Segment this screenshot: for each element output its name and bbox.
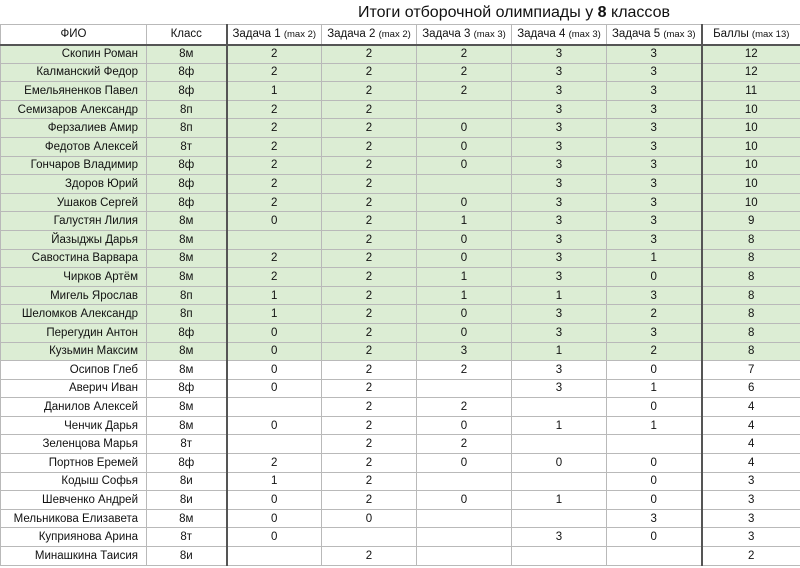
cell-task-4[interactable]: 3 (512, 137, 607, 156)
cell-task-2[interactable]: 2 (322, 305, 417, 324)
cell-class[interactable]: 8ф (147, 323, 227, 342)
cell-total[interactable]: 3 (702, 509, 800, 528)
cell-total[interactable]: 8 (702, 323, 800, 342)
cell-total[interactable]: 7 (702, 361, 800, 380)
cell-task-4[interactable]: 1 (512, 342, 607, 361)
cell-task-2[interactable]: 2 (322, 100, 417, 119)
cell-task-5[interactable]: 3 (607, 137, 702, 156)
cell-task-4[interactable]: 3 (512, 82, 607, 101)
title-grade: 8 (597, 4, 607, 21)
cell-task-2[interactable]: 0 (322, 509, 417, 528)
cell-task-2[interactable]: 2 (322, 454, 417, 473)
cell-class[interactable]: 8м (147, 268, 227, 287)
cell-task-1[interactable]: 1 (227, 82, 322, 101)
table-row (1, 416, 800, 435)
cell-task-3[interactable]: 1 (417, 212, 512, 231)
cell-task-2[interactable]: 2 (322, 175, 417, 194)
cell-task-3[interactable]: 2 (417, 63, 512, 82)
cell-task-1[interactable]: 2 (227, 268, 322, 287)
cell-task-2[interactable]: 2 (322, 398, 417, 417)
table-row (1, 63, 800, 82)
cell-name[interactable]: Мельникова Елизавета (1, 509, 147, 528)
cell-name[interactable]: Ферзалиев Амир (1, 119, 147, 138)
cell-task-3[interactable] (417, 509, 512, 528)
table-row (1, 509, 800, 528)
cell-task-2[interactable]: 2 (322, 230, 417, 249)
cell-class[interactable]: 8п (147, 119, 227, 138)
cell-task-2[interactable]: 2 (322, 249, 417, 268)
cell-task-2[interactable]: 2 (322, 491, 417, 510)
cell-class[interactable]: 8м (147, 249, 227, 268)
table-row (1, 82, 800, 101)
cell-class[interactable]: 8п (147, 100, 227, 119)
cell-task-2[interactable]: 2 (322, 547, 417, 566)
cell-name[interactable]: Куприянова Арина (1, 528, 147, 547)
cell-task-5[interactable]: 1 (607, 416, 702, 435)
cell-task-2[interactable]: 2 (322, 193, 417, 212)
cell-task-3[interactable]: 1 (417, 268, 512, 287)
cell-task-1[interactable]: 1 (227, 286, 322, 305)
cell-task-4[interactable]: 3 (512, 119, 607, 138)
cell-total[interactable]: 4 (702, 435, 800, 454)
cell-task-2[interactable]: 2 (322, 156, 417, 175)
cell-task-3[interactable] (417, 547, 512, 566)
header-row (1, 25, 800, 45)
cell-total[interactable]: 2 (702, 547, 800, 566)
cell-task-2[interactable]: 2 (322, 342, 417, 361)
cell-task-5[interactable]: 0 (607, 268, 702, 287)
cell-task-2[interactable]: 2 (322, 379, 417, 398)
table-row (1, 175, 800, 194)
cell-task-3[interactable] (417, 175, 512, 194)
header-total[interactable]: Баллы (max 13) (702, 25, 800, 45)
cell-total[interactable]: 10 (702, 137, 800, 156)
cell-task-4[interactable]: 3 (512, 193, 607, 212)
table-row (1, 528, 800, 547)
cell-total[interactable]: 4 (702, 398, 800, 417)
cell-name[interactable]: Портнов Еремей (1, 454, 147, 473)
cell-task-1[interactable]: 2 (227, 156, 322, 175)
results-body (1, 45, 800, 566)
cell-task-4[interactable]: 3 (512, 156, 607, 175)
cell-class[interactable]: 8и (147, 491, 227, 510)
cell-total[interactable]: 12 (702, 45, 800, 64)
cell-task-4[interactable]: 1 (512, 416, 607, 435)
cell-task-4[interactable]: 3 (512, 379, 607, 398)
cell-name[interactable]: Минашкина Таисия (1, 547, 147, 566)
cell-class[interactable]: 8ф (147, 156, 227, 175)
table-row (1, 472, 800, 491)
cell-name[interactable]: Савостина Варвара (1, 249, 147, 268)
results-table (0, 24, 800, 566)
table-row (1, 156, 800, 175)
cell-class[interactable]: 8м (147, 342, 227, 361)
cell-task-1[interactable]: 0 (227, 361, 322, 380)
cell-task-1[interactable] (227, 230, 322, 249)
cell-total[interactable]: 4 (702, 454, 800, 473)
cell-task-5[interactable]: 3 (607, 100, 702, 119)
cell-task-1[interactable] (227, 547, 322, 566)
cell-name[interactable]: Данилов Алексей (1, 398, 147, 417)
cell-class[interactable]: 8м (147, 398, 227, 417)
cell-task-5[interactable]: 3 (607, 45, 702, 64)
cell-task-3[interactable]: 2 (417, 435, 512, 454)
cell-name[interactable]: Осипов Глеб (1, 361, 147, 380)
cell-total[interactable]: 8 (702, 286, 800, 305)
table-row (1, 249, 800, 268)
cell-total[interactable]: 3 (702, 472, 800, 491)
cell-task-1[interactable]: 1 (227, 305, 322, 324)
cell-task-1[interactable]: 2 (227, 100, 322, 119)
cell-name[interactable]: Здоров Юрий (1, 175, 147, 194)
cell-task-1[interactable]: 0 (227, 323, 322, 342)
cell-class[interactable]: 8т (147, 528, 227, 547)
cell-task-3[interactable] (417, 100, 512, 119)
cell-total[interactable]: 11 (702, 82, 800, 101)
cell-total[interactable]: 8 (702, 249, 800, 268)
cell-task-4[interactable]: 3 (512, 249, 607, 268)
cell-task-3[interactable]: 0 (417, 137, 512, 156)
cell-name[interactable]: Кузьмин Максим (1, 342, 147, 361)
table-row (1, 268, 800, 287)
cell-task-3[interactable] (417, 472, 512, 491)
cell-task-2[interactable]: 2 (322, 137, 417, 156)
cell-name[interactable]: Калманский Федор (1, 63, 147, 82)
cell-name[interactable]: Шеломков Александр (1, 305, 147, 324)
cell-task-4[interactable]: 3 (512, 361, 607, 380)
cell-task-4[interactable]: 1 (512, 491, 607, 510)
cell-task-1[interactable]: 0 (227, 491, 322, 510)
table-row (1, 323, 800, 342)
cell-task-2[interactable]: 2 (322, 119, 417, 138)
cell-class[interactable]: 8и (147, 547, 227, 566)
cell-task-2[interactable] (322, 528, 417, 547)
cell-task-5[interactable] (607, 435, 702, 454)
cell-task-3[interactable]: 0 (417, 156, 512, 175)
cell-task-4[interactable] (512, 509, 607, 528)
cell-task-5[interactable]: 3 (607, 323, 702, 342)
cell-class[interactable]: 8п (147, 286, 227, 305)
cell-class[interactable]: 8ф (147, 82, 227, 101)
cell-task-2[interactable]: 2 (322, 268, 417, 287)
cell-class[interactable]: 8и (147, 472, 227, 491)
cell-task-2[interactable]: 2 (322, 416, 417, 435)
cell-task-1[interactable]: 2 (227, 119, 322, 138)
cell-task-3[interactable]: 0 (417, 491, 512, 510)
cell-total[interactable]: 8 (702, 342, 800, 361)
cell-task-4[interactable]: 3 (512, 230, 607, 249)
cell-task-1[interactable]: 2 (227, 63, 322, 82)
cell-task-5[interactable]: 0 (607, 398, 702, 417)
cell-task-1[interactable]: 2 (227, 249, 322, 268)
cell-task-3[interactable]: 2 (417, 45, 512, 64)
cell-task-1[interactable]: 2 (227, 175, 322, 194)
cell-class[interactable]: 8п (147, 305, 227, 324)
table-row (1, 398, 800, 417)
cell-task-4[interactable]: 0 (512, 454, 607, 473)
cell-total[interactable]: 4 (702, 416, 800, 435)
title-suffix: классов (606, 4, 670, 21)
cell-task-5[interactable]: 3 (607, 286, 702, 305)
cell-task-5[interactable]: 1 (607, 249, 702, 268)
cell-task-3[interactable]: 0 (417, 416, 512, 435)
cell-task-5[interactable]: 2 (607, 342, 702, 361)
cell-task-5[interactable]: 3 (607, 156, 702, 175)
cell-task-1[interactable]: 0 (227, 416, 322, 435)
cell-task-1[interactable]: 1 (227, 472, 322, 491)
table-row (1, 193, 800, 212)
cell-task-1[interactable] (227, 435, 322, 454)
cell-class[interactable]: 8м (147, 509, 227, 528)
cell-task-5[interactable]: 3 (607, 193, 702, 212)
cell-task-5[interactable]: 3 (607, 119, 702, 138)
cell-class[interactable]: 8м (147, 361, 227, 380)
cell-task-5[interactable]: 1 (607, 379, 702, 398)
cell-task-3[interactable]: 0 (417, 454, 512, 473)
cell-total[interactable]: 10 (702, 119, 800, 138)
page-title (228, 2, 800, 24)
cell-task-2[interactable]: 2 (322, 286, 417, 305)
cell-task-4[interactable] (512, 472, 607, 491)
table-row (1, 435, 800, 454)
cell-task-3[interactable]: 2 (417, 82, 512, 101)
cell-task-3[interactable]: 3 (417, 342, 512, 361)
cell-task-4[interactable] (512, 398, 607, 417)
cell-task-2[interactable]: 2 (322, 472, 417, 491)
table-row (1, 119, 800, 138)
cell-name[interactable]: Перегудин Антон (1, 323, 147, 342)
cell-task-3[interactable]: 0 (417, 230, 512, 249)
cell-task-3[interactable] (417, 528, 512, 547)
cell-class[interactable]: 8ф (147, 193, 227, 212)
cell-task-5[interactable]: 0 (607, 472, 702, 491)
cell-task-5[interactable]: 3 (607, 509, 702, 528)
cell-task-3[interactable] (417, 379, 512, 398)
cell-task-1[interactable]: 2 (227, 193, 322, 212)
table-row (1, 230, 800, 249)
cell-total[interactable]: 10 (702, 100, 800, 119)
header-task-5[interactable]: Задача 5 (max 3) (607, 25, 702, 45)
table-row (1, 454, 800, 473)
cell-task-2[interactable]: 2 (322, 45, 417, 64)
cell-task-3[interactable]: 0 (417, 323, 512, 342)
cell-task-2[interactable]: 2 (322, 361, 417, 380)
cell-task-2[interactable]: 2 (322, 63, 417, 82)
cell-task-5[interactable]: 3 (607, 175, 702, 194)
cell-total[interactable]: 8 (702, 230, 800, 249)
cell-task-1[interactable]: 0 (227, 212, 322, 231)
table-row (1, 547, 800, 566)
cell-task-3[interactable]: 2 (417, 398, 512, 417)
cell-task-5[interactable]: 0 (607, 528, 702, 547)
cell-name[interactable]: Кодыш Софья (1, 472, 147, 491)
cell-class[interactable]: 8ф (147, 454, 227, 473)
header-task-3[interactable]: Задача 3 (max 3) (417, 25, 512, 45)
cell-task-4[interactable]: 3 (512, 45, 607, 64)
cell-name[interactable]: Скопин Роман (1, 45, 147, 64)
cell-class[interactable]: 8м (147, 416, 227, 435)
cell-task-1[interactable]: 0 (227, 379, 322, 398)
cell-total[interactable]: 8 (702, 305, 800, 324)
cell-task-2[interactable]: 2 (322, 212, 417, 231)
cell-name[interactable]: Аверич Иван (1, 379, 147, 398)
cell-total[interactable]: 3 (702, 491, 800, 510)
header-task-4[interactable]: Задача 4 (max 3) (512, 25, 607, 45)
cell-class[interactable]: 8м (147, 212, 227, 231)
table-row (1, 286, 800, 305)
cell-task-1[interactable]: 0 (227, 342, 322, 361)
cell-total[interactable]: 8 (702, 268, 800, 287)
cell-task-4[interactable]: 3 (512, 175, 607, 194)
cell-name[interactable]: Гончаров Владимир (1, 156, 147, 175)
cell-class[interactable]: 8ф (147, 175, 227, 194)
cell-total[interactable]: 9 (702, 212, 800, 231)
cell-name[interactable]: Шевченко Андрей (1, 491, 147, 510)
table-row (1, 491, 800, 510)
cell-task-5[interactable] (607, 547, 702, 566)
table-row (1, 379, 800, 398)
cell-total[interactable]: 10 (702, 156, 800, 175)
table-row (1, 45, 800, 64)
cell-task-1[interactable]: 2 (227, 45, 322, 64)
cell-task-1[interactable] (227, 398, 322, 417)
cell-task-5[interactable]: 3 (607, 82, 702, 101)
cell-task-1[interactable]: 2 (227, 454, 322, 473)
header-task-1[interactable]: Задача 1 (max 2) (227, 25, 322, 45)
cell-name[interactable]: Чирков Артём (1, 268, 147, 287)
cell-task-3[interactable]: 0 (417, 119, 512, 138)
cell-task-4[interactable]: 1 (512, 286, 607, 305)
cell-total[interactable]: 6 (702, 379, 800, 398)
cell-task-5[interactable]: 3 (607, 230, 702, 249)
cell-task-5[interactable]: 0 (607, 454, 702, 473)
cell-task-4[interactable]: 3 (512, 528, 607, 547)
cell-name[interactable]: Семизаров Александр (1, 100, 147, 119)
cell-name[interactable]: Йазыджы Дарья (1, 230, 147, 249)
table-row (1, 137, 800, 156)
cell-task-3[interactable]: 0 (417, 193, 512, 212)
cell-task-4[interactable]: 3 (512, 63, 607, 82)
cell-task-4[interactable]: 3 (512, 268, 607, 287)
cell-task-1[interactable]: 0 (227, 528, 322, 547)
cell-name[interactable]: Федотов Алексей (1, 137, 147, 156)
cell-task-5[interactable]: 3 (607, 212, 702, 231)
cell-total[interactable]: 12 (702, 63, 800, 82)
cell-class[interactable]: 8ф (147, 379, 227, 398)
table-row (1, 342, 800, 361)
cell-task-4[interactable] (512, 547, 607, 566)
cell-task-5[interactable]: 0 (607, 491, 702, 510)
cell-task-2[interactable]: 2 (322, 82, 417, 101)
cell-name[interactable]: Емельяненков Павел (1, 82, 147, 101)
cell-name[interactable]: Мигель Ярослав (1, 286, 147, 305)
cell-name[interactable]: Зеленцова Марья (1, 435, 147, 454)
cell-task-2[interactable]: 2 (322, 323, 417, 342)
header-name[interactable]: ФИО (1, 25, 147, 45)
cell-name[interactable]: Галустян Лилия (1, 212, 147, 231)
cell-class[interactable]: 8т (147, 435, 227, 454)
cell-task-5[interactable]: 3 (607, 63, 702, 82)
header-class[interactable]: Класс (147, 25, 227, 45)
cell-class[interactable]: 8ф (147, 63, 227, 82)
cell-task-4[interactable] (512, 435, 607, 454)
cell-task-4[interactable]: 3 (512, 323, 607, 342)
cell-task-4[interactable]: 3 (512, 100, 607, 119)
header-task-2[interactable]: Задача 2 (max 2) (322, 25, 417, 45)
table-row (1, 361, 800, 380)
cell-task-5[interactable]: 0 (607, 361, 702, 380)
table-row (1, 212, 800, 231)
cell-class[interactable]: 8м (147, 45, 227, 64)
cell-total[interactable]: 10 (702, 175, 800, 194)
cell-class[interactable]: 8м (147, 230, 227, 249)
cell-class[interactable]: 8т (147, 137, 227, 156)
cell-task-3[interactable]: 1 (417, 286, 512, 305)
table-row (1, 305, 800, 324)
cell-total[interactable]: 3 (702, 528, 800, 547)
cell-task-2[interactable]: 2 (322, 435, 417, 454)
cell-task-1[interactable]: 2 (227, 137, 322, 156)
table-row (1, 100, 800, 119)
cell-task-4[interactable]: 3 (512, 305, 607, 324)
cell-task-3[interactable]: 0 (417, 305, 512, 324)
cell-task-4[interactable]: 3 (512, 212, 607, 231)
cell-name[interactable]: Ченчик Дарья (1, 416, 147, 435)
cell-name[interactable]: Ушаков Сергей (1, 193, 147, 212)
cell-task-3[interactable]: 0 (417, 249, 512, 268)
title-prefix: Итоги отборочной олимпиады у (358, 4, 598, 21)
cell-task-1[interactable]: 0 (227, 509, 322, 528)
cell-task-5[interactable]: 2 (607, 305, 702, 324)
cell-total[interactable]: 10 (702, 193, 800, 212)
cell-task-3[interactable]: 2 (417, 361, 512, 380)
